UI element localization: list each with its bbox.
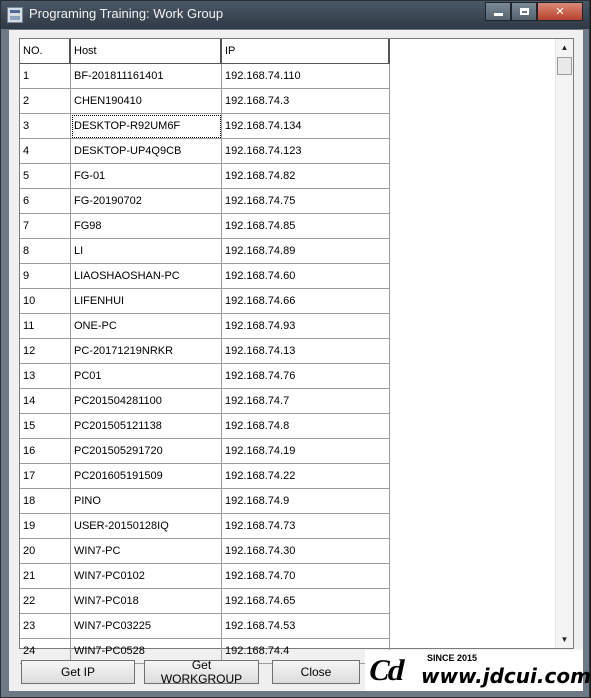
cell-host: WIN7-PC03225 bbox=[71, 614, 222, 639]
cell-host: FG98 bbox=[71, 214, 222, 239]
cell-no: 11 bbox=[20, 314, 71, 339]
cell-no: 16 bbox=[20, 439, 71, 464]
cell-no: 3 bbox=[20, 114, 71, 139]
cell-ip: 192.168.74.19 bbox=[222, 439, 390, 464]
maximize-icon bbox=[520, 8, 529, 15]
cell-ip: 192.168.74.65 bbox=[222, 589, 390, 614]
cell-ip: 192.168.74.4 bbox=[222, 639, 390, 664]
cell-no: 7 bbox=[20, 214, 71, 239]
cell-no: 23 bbox=[20, 614, 71, 639]
maximize-button[interactable] bbox=[511, 2, 537, 21]
list-grid bbox=[20, 39, 390, 664]
cell-host: PC201505291720 bbox=[71, 439, 222, 464]
table-row[interactable] bbox=[20, 239, 390, 264]
cell-host: PINO bbox=[71, 489, 222, 514]
table-row[interactable] bbox=[20, 189, 390, 214]
cell-ip: 192.168.74.85 bbox=[222, 214, 390, 239]
window-controls bbox=[485, 2, 583, 21]
column-header-ip[interactable]: IP bbox=[222, 39, 390, 64]
cell-ip: 192.168.74.89 bbox=[222, 239, 390, 264]
cell-no: 5 bbox=[20, 164, 71, 189]
scroll-down-arrow-icon[interactable]: ▼ bbox=[560, 635, 569, 644]
cell-ip: 192.168.74.30 bbox=[222, 539, 390, 564]
cell-no: 6 bbox=[20, 189, 71, 214]
cell-no: 24 bbox=[20, 639, 71, 664]
cell-host: FG-20190702 bbox=[71, 189, 222, 214]
table-row[interactable] bbox=[20, 389, 390, 414]
close-button[interactable]: Close bbox=[272, 660, 360, 684]
column-header-host[interactable]: Host bbox=[71, 39, 222, 64]
watermark-url: www.jdcui.com bbox=[421, 664, 591, 688]
table-row[interactable] bbox=[20, 464, 390, 489]
window-title: Programing Training: Work Group bbox=[29, 6, 224, 21]
table-row[interactable] bbox=[20, 164, 390, 189]
table-row[interactable] bbox=[20, 539, 390, 564]
cell-no: 17 bbox=[20, 464, 71, 489]
cell-ip: 192.168.74.9 bbox=[222, 489, 390, 514]
table-row[interactable] bbox=[20, 514, 390, 539]
cell-host: PC201504281100 bbox=[71, 389, 222, 414]
cell-host: PC201605191509 bbox=[71, 464, 222, 489]
table-row[interactable] bbox=[20, 289, 390, 314]
table-row[interactable] bbox=[20, 364, 390, 389]
cell-ip: 192.168.74.8 bbox=[222, 414, 390, 439]
table-row[interactable] bbox=[20, 489, 390, 514]
cell-ip: 192.168.74.110 bbox=[222, 64, 390, 89]
get-ip-button[interactable]: Get IP bbox=[21, 660, 135, 684]
cell-host: CHEN190410 bbox=[71, 89, 222, 114]
workgroup-list[interactable] bbox=[19, 38, 574, 657]
cell-ip: 192.168.74.66 bbox=[222, 289, 390, 314]
cell-no: 13 bbox=[20, 364, 71, 389]
cell-host: WIN7-PC bbox=[71, 539, 222, 564]
cell-ip: 192.168.74.73 bbox=[222, 514, 390, 539]
table-row[interactable] bbox=[20, 139, 390, 164]
cell-no: 4 bbox=[20, 139, 71, 164]
cell-ip: 192.168.74.3 bbox=[222, 89, 390, 114]
title-bar[interactable] bbox=[1, 1, 589, 29]
client-area bbox=[9, 30, 591, 691]
cell-ip: 192.168.74.60 bbox=[222, 264, 390, 289]
cell-ip: 192.168.74.53 bbox=[222, 614, 390, 639]
watermark-since: SINCE 2015 bbox=[427, 653, 478, 663]
cell-no: 21 bbox=[20, 564, 71, 589]
cell-ip: 192.168.74.22 bbox=[222, 464, 390, 489]
cell-no: 10 bbox=[20, 289, 71, 314]
close-icon: ✕ bbox=[555, 6, 565, 18]
table-row[interactable] bbox=[20, 614, 390, 639]
app-icon[interactable] bbox=[7, 7, 23, 23]
cell-host: WIN7-PC0102 bbox=[71, 564, 222, 589]
cell-ip: 192.168.74.70 bbox=[222, 564, 390, 589]
cell-ip: 192.168.74.123 bbox=[222, 139, 390, 164]
cell-no: 18 bbox=[20, 489, 71, 514]
minimize-icon bbox=[494, 13, 503, 16]
table-row[interactable] bbox=[20, 339, 390, 364]
get-workgroup-button[interactable]: Get WORKGROUP bbox=[144, 660, 259, 684]
table-row[interactable] bbox=[20, 439, 390, 464]
close-window-button[interactable] bbox=[537, 2, 583, 21]
scroll-up-arrow-icon[interactable]: ▲ bbox=[560, 43, 569, 52]
cell-host: LIFENHUI bbox=[71, 289, 222, 314]
cell-host: WIN7-PC018 bbox=[71, 589, 222, 614]
cell-host: DESKTOP-R92UM6F bbox=[71, 114, 222, 139]
cell-no: 9 bbox=[20, 264, 71, 289]
cell-host: FG-01 bbox=[71, 164, 222, 189]
cell-host: LIAOSHAOSHAN-PC bbox=[71, 264, 222, 289]
cell-no: 22 bbox=[20, 589, 71, 614]
table-row[interactable] bbox=[20, 414, 390, 439]
column-header-no[interactable]: NO. bbox=[20, 39, 71, 64]
cell-no: 8 bbox=[20, 239, 71, 264]
cell-ip: 192.168.74.75 bbox=[222, 189, 390, 214]
cell-no: 19 bbox=[20, 514, 71, 539]
minimize-button[interactable] bbox=[485, 2, 511, 21]
table-row[interactable] bbox=[20, 89, 390, 114]
watermark bbox=[365, 650, 591, 691]
vertical-scrollbar[interactable] bbox=[555, 39, 573, 648]
table-row[interactable] bbox=[20, 564, 390, 589]
cell-ip: 192.168.74.13 bbox=[222, 339, 390, 364]
cell-no: 15 bbox=[20, 414, 71, 439]
cell-host: DESKTOP-UP4Q9CB bbox=[71, 139, 222, 164]
cell-host: PC01 bbox=[71, 364, 222, 389]
scrollbar-thumb[interactable] bbox=[557, 57, 572, 75]
cell-ip: 192.168.74.7 bbox=[222, 389, 390, 414]
cell-no: 1 bbox=[20, 64, 71, 89]
table-row[interactable] bbox=[20, 264, 390, 289]
cell-host: WIN7-PC0528 bbox=[71, 639, 222, 664]
table-row[interactable] bbox=[20, 114, 390, 139]
table-row[interactable] bbox=[20, 64, 390, 89]
watermark-logo: Cd bbox=[365, 654, 405, 687]
cell-ip: 192.168.74.93 bbox=[222, 314, 390, 339]
cell-ip: 192.168.74.134 bbox=[222, 114, 390, 139]
cell-no: 12 bbox=[20, 339, 71, 364]
cell-ip: 192.168.74.82 bbox=[222, 164, 390, 189]
table-row[interactable] bbox=[20, 589, 390, 614]
list-header bbox=[20, 39, 390, 64]
cell-ip: 192.168.74.76 bbox=[222, 364, 390, 389]
table-row[interactable] bbox=[20, 214, 390, 239]
cell-host: PC201505121138 bbox=[71, 414, 222, 439]
cell-host: USER-20150128IQ bbox=[71, 514, 222, 539]
table-row[interactable] bbox=[20, 314, 390, 339]
cell-host: LI bbox=[71, 239, 222, 264]
cell-no: 20 bbox=[20, 539, 71, 564]
cell-no: 2 bbox=[20, 89, 71, 114]
cell-host: BF-201811161401 bbox=[71, 64, 222, 89]
cell-host: ONE-PC bbox=[71, 314, 222, 339]
cell-host: PC-20171219NRKR bbox=[71, 339, 222, 364]
cell-no: 14 bbox=[20, 389, 71, 414]
